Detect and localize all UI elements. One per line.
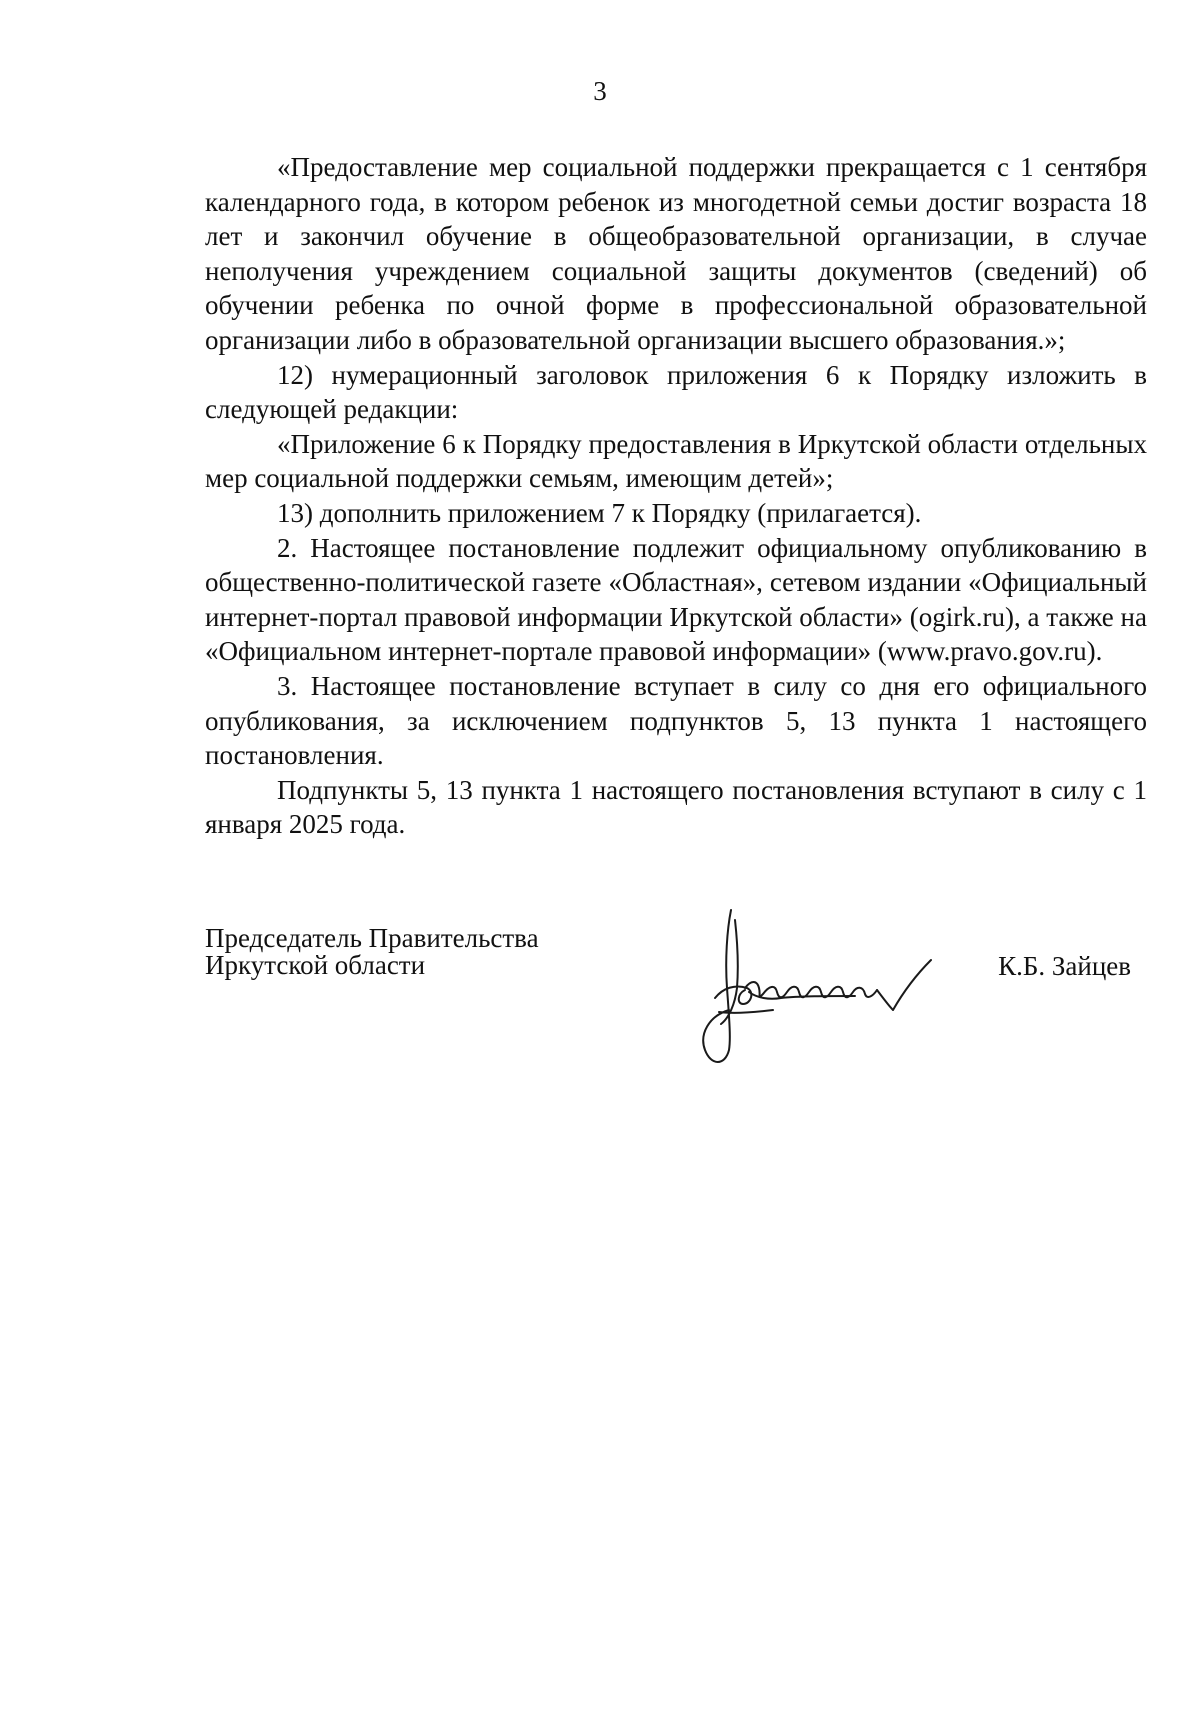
paragraph-entry-into-force: 3. Настоящее постановление вступает в силу со дня его официального опубликования, за исключением подпунктов 5, 13 пункта 1 настоящего постановления. [205,670,1147,771]
signer-position-line-1: Председатель Правительства [205,923,539,953]
paragraph-support-termination: «Предоставление мер социальной поддержки прекращается с 1 сентября календарного года, в котором ребенок из многодетной семьи достиг возраста 18 лет и закончил обучение в общеобразовательной организации, в случае неполучения учреждением социальной защиты документов (сведений) об обучении ребенка по очной форме в профессиональной образовательной организации либо в образовательной организации высшего образования.»; [205,152,1147,355]
paragraph-appendix-6-heading: «Приложение 6 к Порядку предоставления в Иркутской области отдельных мер социальной поддержки семьям, имеющим детей»; [205,428,1147,494]
paragraph-item-12: 12) нумерационный заголовок приложения 6 к Порядку изложить в следующей редакции: [205,359,1147,425]
paragraph-subitems-effective-date: Подпункты 5, 13 пункта 1 настоящего постановления вступают в силу с 1 января 2025 года. [205,774,1147,840]
page-number: 3 [593,76,607,106]
signer-name: К.Б. Зайцев [998,951,1131,981]
document-body [205,150,1147,842]
paragraph-publication: 2. Настоящее постановление подлежит официальному опубликованию в общественно-политической газете «Областная», сетевом издании «Официальный интернет-портал правовой информации Иркутской области» (ogirk.ru), а также на «Официальном интернет-портале правовой информации» (www.pravo.gov.ru). [205,532,1147,667]
handwritten-signature [687,900,957,1075]
paragraph-item-13: 13) дополнить приложением 7 к Порядку (прилагается). [277,497,922,528]
signer-position [205,925,539,979]
signer-position-line-2: Иркутской области [205,950,426,980]
signature-block [205,925,1147,1085]
